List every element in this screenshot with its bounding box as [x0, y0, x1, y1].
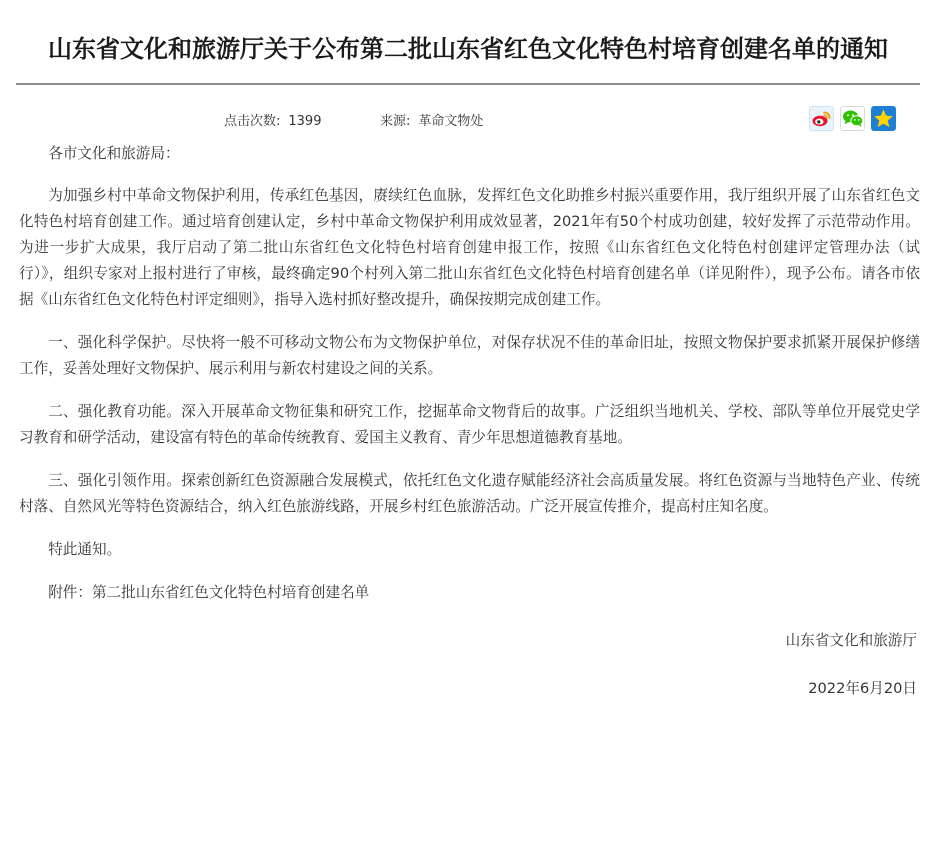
- click-count: [224, 114, 321, 130]
- click-count-value: 1399: [288, 114, 322, 129]
- source-label: 来源:: [380, 114, 411, 129]
- closing-line: 特此通知。: [48, 541, 122, 558]
- signature-org: 山东省文化和旅游厅: [785, 632, 917, 649]
- article-meta: [16, 85, 920, 137]
- article-page: [16, 0, 920, 702]
- share-qzone-button[interactable]: [871, 106, 896, 131]
- source-value: 革命文物处: [418, 114, 484, 129]
- signature-date: 2022年6月20日: [808, 680, 917, 697]
- weibo-icon: [811, 109, 832, 128]
- paragraph-intro: 为加强乡村中革命文物保护利用，传承红色基因，赓续红色血脉，发挥红色文化助推乡村振兴重要作用，我厅组织开展了山东省红色文化特色村培育创建工作。通过培育创建认定，乡村中革命文物保护利用成效显著，2021年有50个村成功创建，较好发挥了示范带动作用。为进一步扩大成果，我厅启动了第二批山东省红色文化特色村培育创建申报工作，按照《山东省红色文化特色村创建评定管理办法（试行）》，组织专家对上报村进行了审核，最终确定90个村列入第二批山东省红色文化特色村培育创建名单（详见附件），现予公布。请各市依据《山东省红色文化特色村评定细则》，指导入选村抓好整改提升，确保按期完成创建工作。: [19, 187, 920, 308]
- share-buttons: [809, 106, 896, 131]
- salutation: 各市文化和旅游局：: [48, 145, 180, 162]
- article-source: [380, 114, 483, 130]
- paragraph-leading: 三、强化引领作用。探索创新红色资源融合发展模式，依托红色文化遗存赋能经济社会高质量发展。将红色资源与当地特色产业、传统村落、自然风光等特色资源结合，纳入红色旅游线路，开展乡村红色旅游活动。广泛开展宣传推介，提高村庄知名度。: [19, 472, 920, 515]
- share-weibo-button[interactable]: [809, 106, 834, 131]
- paragraph-protection: 一、强化科学保护。尽快将一般不可移动文物公布为文物保护单位，对保存状况不佳的革命旧址，按照文物保护要求抓紧开展保护修缮工作，妥善处理好文物保护、展示利用与新农村建设之间的关系。: [19, 334, 920, 377]
- article-title: 山东省文化和旅游厅关于公布第二批山东省红色文化特色村培育创建名单的通知: [48, 35, 888, 63]
- article-body: [16, 141, 920, 606]
- qzone-star-icon: [873, 108, 894, 129]
- attachment-line: 附件：第二批山东省红色文化特色村培育创建名单: [48, 584, 370, 601]
- click-count-label: 点击次数:: [224, 114, 281, 129]
- paragraph-education: 二、强化教育功能。深入开展革命文物征集和研究工作，挖掘革命文物背后的故事。广泛组织当地机关、学校、部队等单位开展党史学习教育和研学活动，建设富有特色的革命传统教育、爱国主义教育、青少年思想道德教育基地。: [19, 403, 920, 446]
- share-wechat-button[interactable]: [840, 106, 865, 131]
- wechat-icon: [842, 109, 864, 128]
